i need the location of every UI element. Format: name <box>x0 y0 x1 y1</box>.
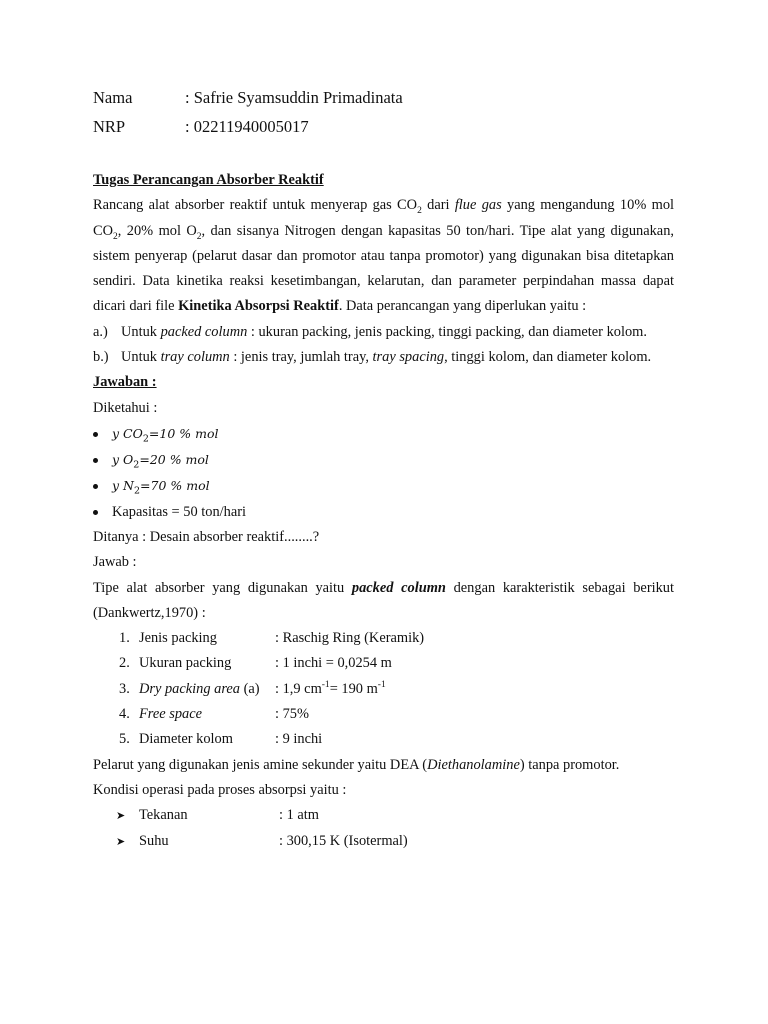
bullet-y-o2: y $O_2=20$ % mol <box>93 447 674 473</box>
nrp-value: : 02211940005017 <box>185 117 309 136</box>
bullet-y-co2: y $CO_2=10$ % mol <box>93 421 674 447</box>
item-b-marker: b.) <box>93 349 109 366</box>
task-item-b: b.) Untuk tray column : jenis tray, jumlah tray, tray spacing, tinggi kolom, dan diameter kolom. <box>93 345 674 370</box>
task-item-a: a.) Untuk packed column : ukuran packing, jenis packing, tinggi packing, dan diameter kolom. <box>93 320 674 345</box>
arrowhead-bullet-icon: ➤ <box>116 809 126 823</box>
task-title: Tugas Perancangan Absorber Reaktif <box>93 172 324 188</box>
answer-title: Jawaban : <box>93 374 157 391</box>
packing-list <box>93 626 674 752</box>
bullet-y-n2: y $N_2=70$ % mol <box>93 473 674 499</box>
list-item: 2. Ukuran packing : 1 inchi = 0,0254 m <box>119 655 392 672</box>
solvent-line: Pelarut yang digunakan jenis amine sekunder yaitu DEA (Diethanolamine) tanpa promotor. <box>93 756 620 773</box>
list-item: 5. Diameter kolom : 9 inchi <box>119 731 323 748</box>
arrowhead-bullet-icon: ➤ <box>116 834 126 848</box>
type-paragraph: Tipe alat absorber yang digunakan yaitu packed column dengan karakteristik sebagai berikut (Dankwertz,1970) : <box>93 579 674 621</box>
nrp-label: NRP <box>93 117 126 136</box>
list-item: 3. Dry packing area (a) : 1,9 $cm^{-1}= 190$ $m^{-1}$ <box>119 679 386 697</box>
name-label: Nama <box>93 88 133 107</box>
condition-row-pressure: ➤ Tekanan : 1 atm <box>93 803 674 828</box>
condition-row-temperature: ➤ Suhu : 300,15 K (Isotermal) <box>93 829 674 854</box>
task-paragraph: Rancang alat absorber reaktif untuk menyerap gas $CO_2$ dari flue gas yang mengandung 10% mol $CO_2$, 20% mol $O_2$, dan sisanya Nitrogen dengan kapasitas 50 ton/hari. Tipe alat yang digunakan, sistem penyerap (pelarut dasar dan promotor atau tanpa promotor) yang digunakan bisa ditetapkan sendiri. Data kinetika reaksi kesetimbangan, kelarutan, dan parameter perpindahan massa dapat dicari dari file Kinetika Absorpsi Reaktif. Data perancangan yang diperlukan yaitu : <box>93 197 675 315</box>
name-value: : Safrie Syamsuddin Primadinata <box>185 88 403 107</box>
nrp-row <box>93 117 309 137</box>
asked-line: Ditanya : Desain absorber reaktif........? <box>93 528 320 545</box>
list-item: 1. Jenis packing : Raschig Ring (Keramik) <box>119 630 425 647</box>
answer-label: Jawab : <box>93 554 137 571</box>
list-item: 4. Free space : 75% <box>119 706 309 723</box>
bullet-capacity: Kapasitas = 50 ton/hari <box>93 499 674 525</box>
name-row <box>93 88 403 108</box>
item-a-marker: a.) <box>93 323 108 340</box>
known-label: Diketahui : <box>93 399 158 416</box>
conditions-label: Kondisi operasi pada proses absorpsi yaitu : <box>93 781 347 798</box>
body <box>93 168 674 854</box>
